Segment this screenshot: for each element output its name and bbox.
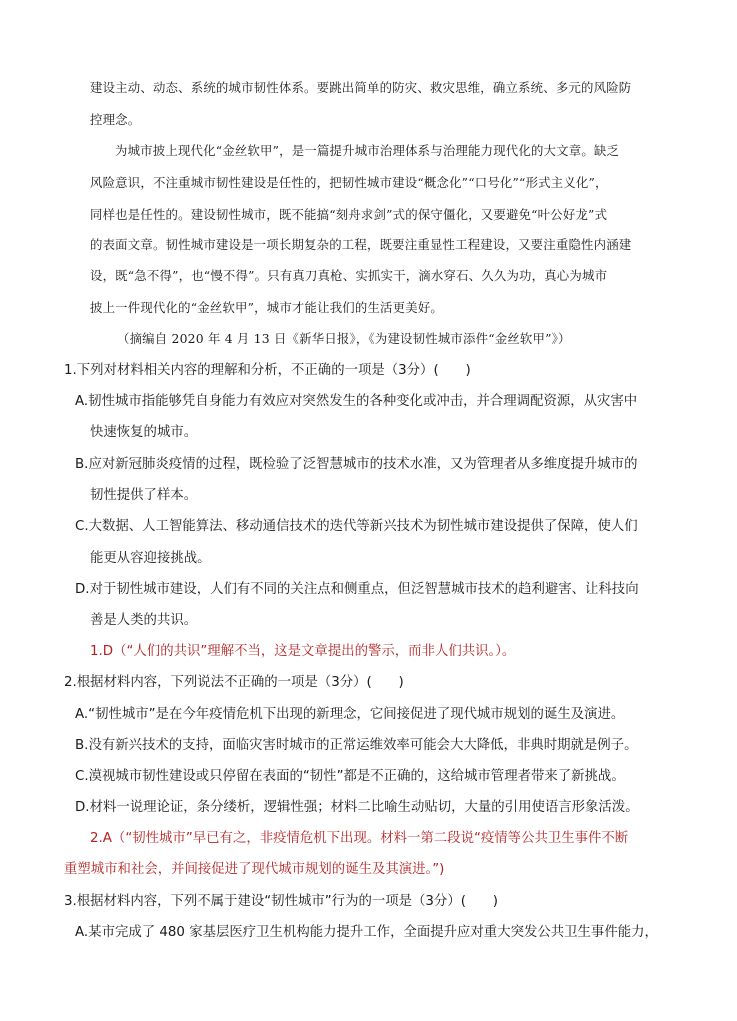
question-1-stem: 1.下列对材料相关内容的理解和分析，不正确的一项是（3分）( )	[64, 363, 471, 378]
article-line: 同样也是任性的。建设韧性城市，既不能搞“刻舟求剑”式的保守僵化，又要避免“叶公好龙”式	[90, 207, 608, 222]
article-line: 披上一件现代化的“金丝软甲”，城市才能让我们的生活更美好。	[90, 300, 444, 315]
q1-option-d-cont: 善是人类的共识。	[90, 613, 198, 628]
q1-option-a: A.韧性城市指能够凭自身能力有效应对突然发生的各种变化或冲击，并合理调配资源，从灾害中	[75, 394, 638, 409]
q1-option-b-cont: 韧性提供了样本。	[90, 488, 198, 503]
q2-option-d: D.材料一说理论证，条分缕析，逻辑性强；材料二比喻生动贴切，大量的引用使语言形象活泼。	[75, 800, 639, 815]
q2-answer-cont: 重塑城市和社会，并间接促进了现代城市规划的诞生及其演进。”)	[64, 862, 445, 877]
q1-option-c: C.大数据、人工智能算法、移动通信技术的迭代等新兴技术为韧性城市建设提供了保障，使人们	[75, 519, 638, 534]
article-line: 设，既“急不得”，也“慢不得”。只有真刀真枪、实抓实干，滴水穿石、久久为功，真心为城市	[90, 268, 608, 283]
q2-answer-quote: “疫情等公共卫生事件不断	[473, 831, 629, 846]
q2-answer-part: 2.A（“韧性城市”早已有之，非疫情危机下出现。材料一第二段说	[90, 831, 474, 846]
question-2-stem: 2.根据材料内容，下列说法不正确的一项是（3分）( )	[64, 675, 404, 690]
article-line: 风险意识，不注重城市韧性建设是任性的，把韧性城市建设“概念化”“口号化”“形式主义化”，	[90, 175, 608, 190]
article-source: （摘编自 2020 年 4 月 13 日《新华日报》，《为建设韧性城市添件“金丝软甲”》）	[117, 331, 571, 346]
q2-option-b: B.没有新兴技术的支持，面临灾害时城市的正常运维效率可能会大大降低，非典时期就是例子。	[75, 738, 638, 753]
question-3-stem: 3.根据材料内容，下列不属于建设“韧性城市”行为的一项是（3分）( )	[64, 894, 498, 909]
q1-option-b: B.应对新冠肺炎疫情的过程，既检验了泛智慧城市的技术水准，又为管理者从多维度提升城市的	[75, 457, 638, 472]
q1-option-c-cont: 能更从容迎接挑战。	[90, 551, 211, 566]
q2-answer	[90, 829, 628, 849]
article-line: 为城市披上现代化“金丝软甲”，是一篇提升城市治理体系与治理能力现代化的大文章。缺乏	[115, 143, 620, 158]
article-line: 控理念。	[90, 112, 141, 127]
q1-answer: 1.D（“人们的共识”理解不当，这是文章提出的警示，而非人们共识。）。	[90, 644, 516, 659]
q1-option-a-cont: 快速恢复的城市。	[90, 425, 198, 440]
q3-option-a: A.某市完成了 480 家基层医疗卫生机构能力提升工作，全面提升应对重大突发公共卫生事件能力，	[75, 925, 658, 940]
q2-option-c: C.漠视城市韧性建设或只停留在表面的“韧性”都是不正确的，这给城市管理者带来了新挑战。	[75, 769, 625, 784]
article-line: 的表面文章。韧性城市建设是一项长期复杂的工程，既要注重显性工程建设，又要注重隐性内涵建	[90, 237, 632, 252]
article-line: 建设主动、动态、系统的城市韧性体系。要跳出简单的防灾、救灾思维，确立系统、多元的风险防	[90, 80, 632, 95]
q1-option-d: D.对于韧性城市建设，人们有不同的关注点和侧重点，但泛智慧城市技术的趋利避害、让科技向	[75, 582, 639, 597]
q2-option-a: A.“韧性城市”是在今年疫情危机下出现的新理念，它间接促进了现代城市规划的诞生及演进。	[75, 707, 625, 722]
